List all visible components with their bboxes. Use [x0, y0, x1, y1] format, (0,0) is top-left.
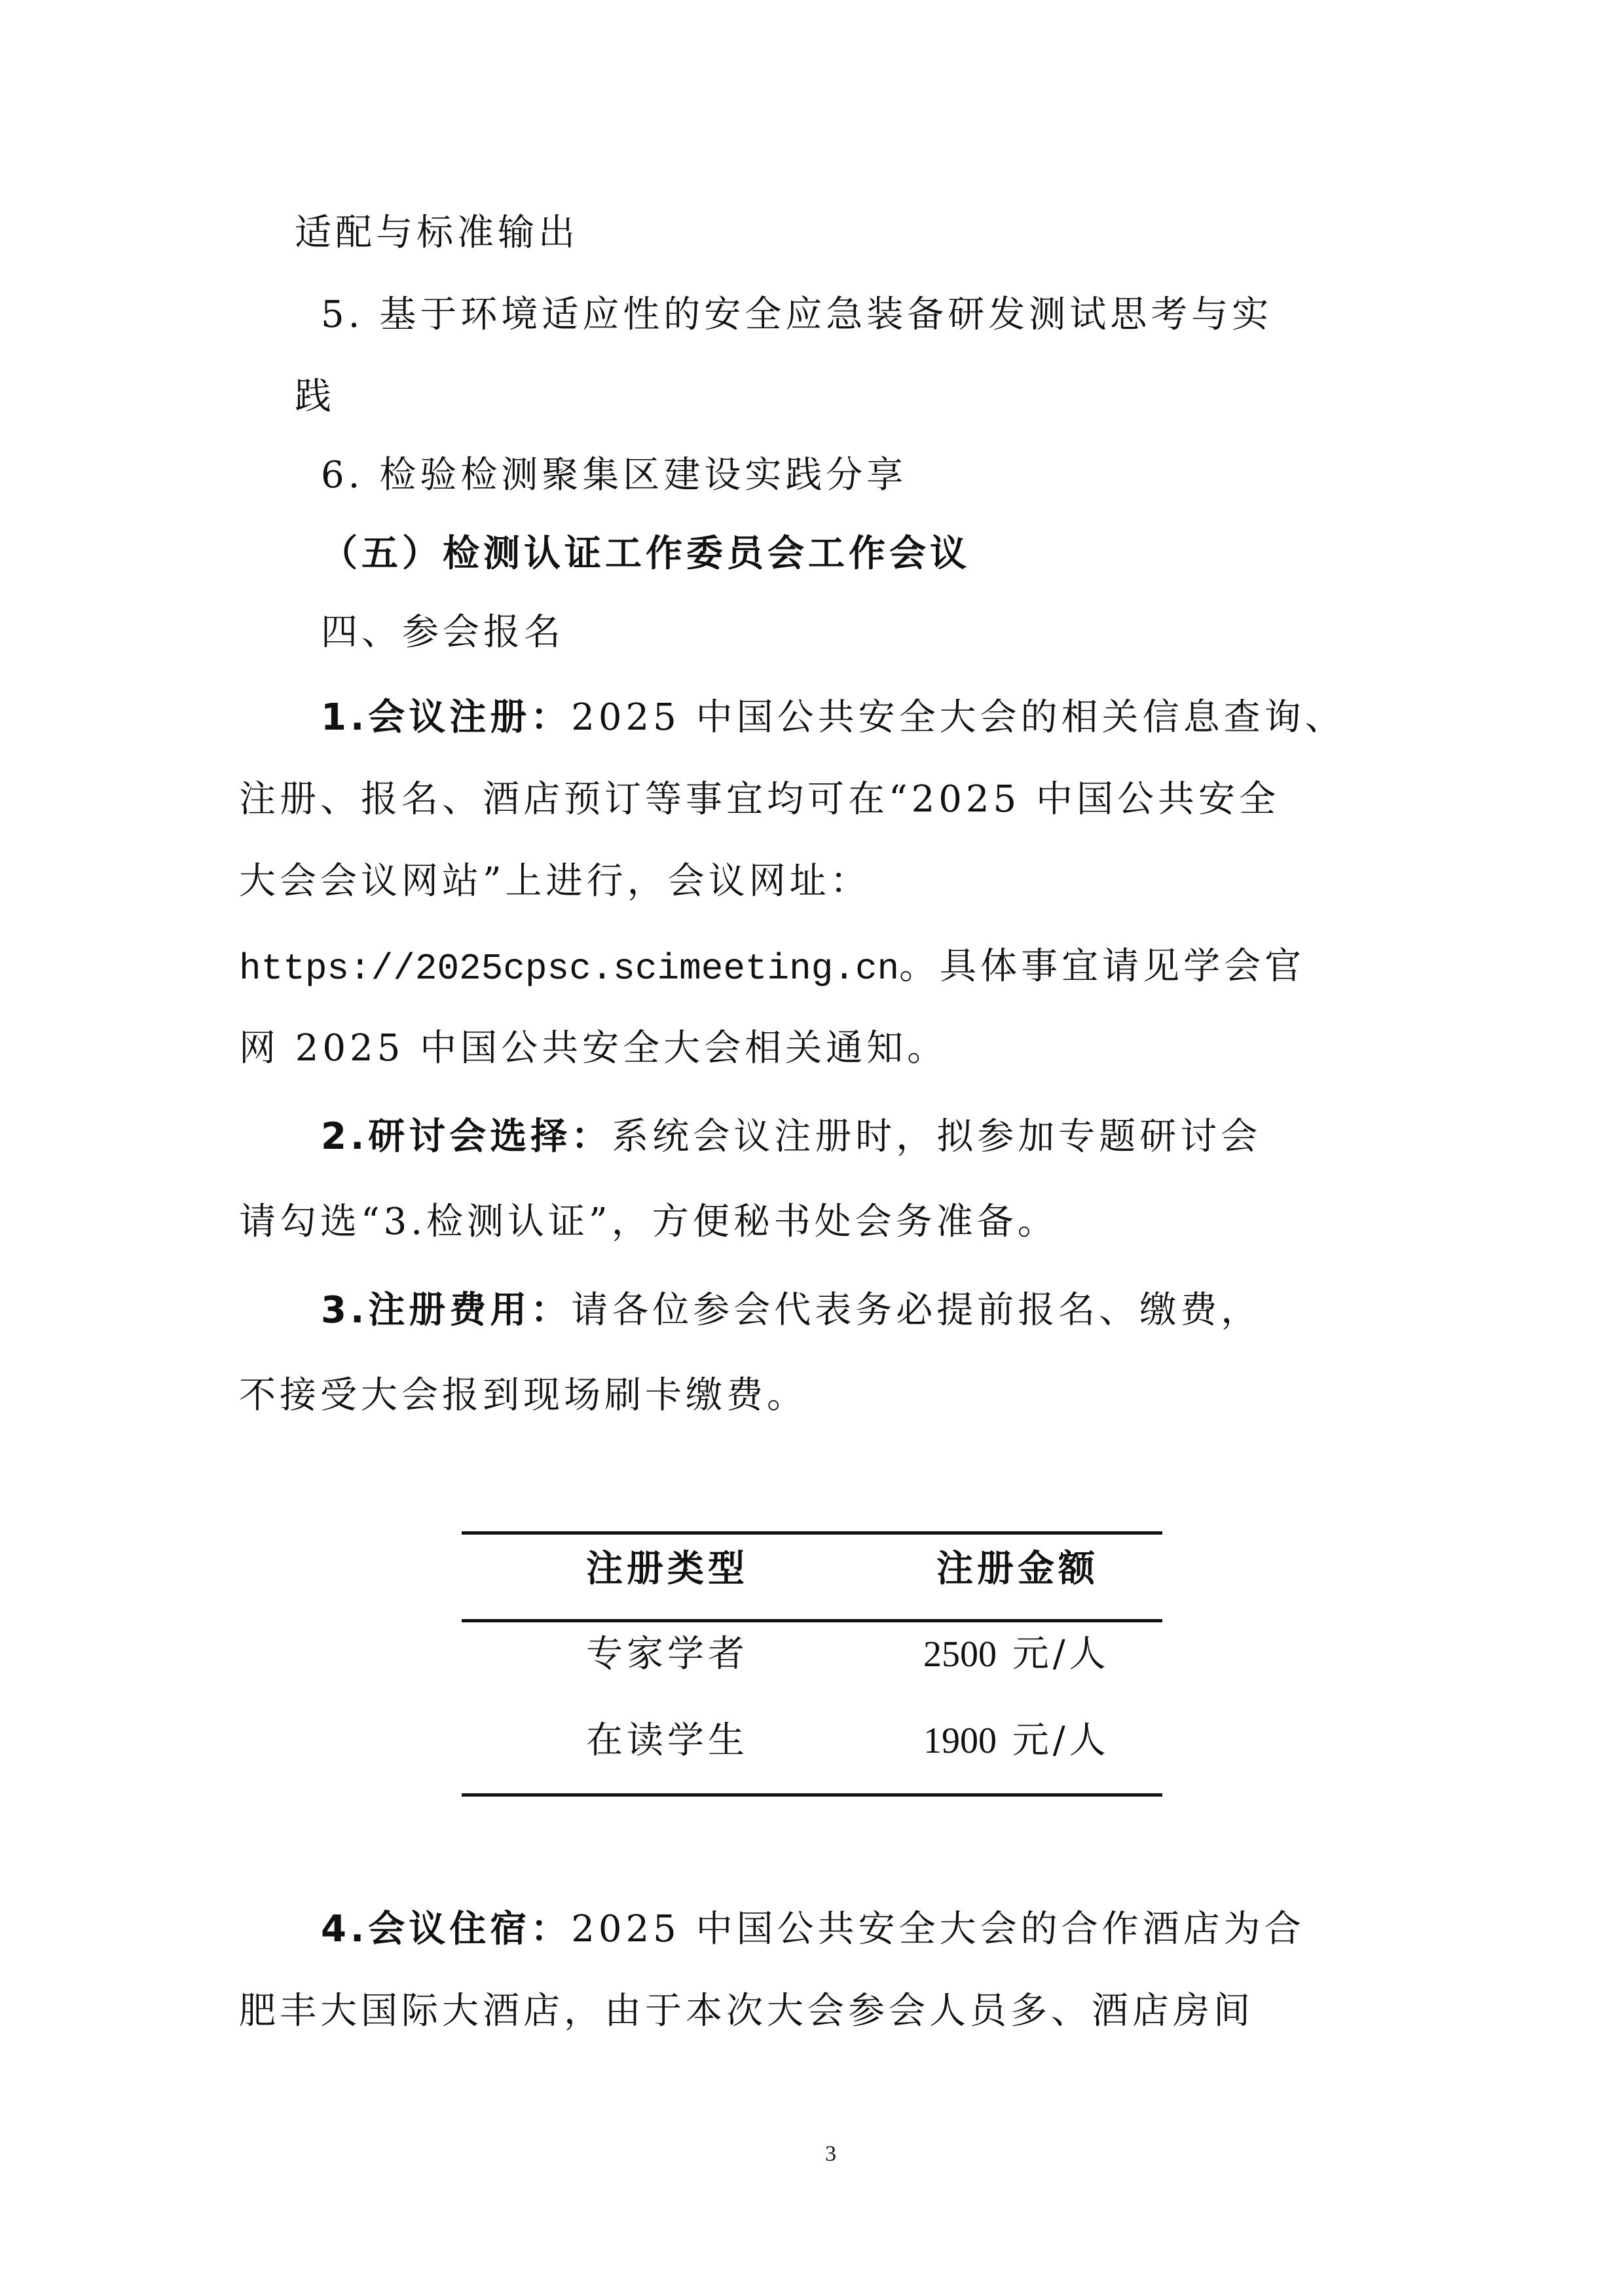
page-number: 3 — [825, 2142, 836, 2166]
para-registration-line4-rest: 。具体事宜请见学会官 — [899, 945, 1306, 988]
table-cell-type: 专家学者 — [586, 1633, 748, 1675]
para-seminar — [321, 1113, 1261, 1161]
para-fee-line2: 不接受大会报到现场刷卡缴费。 — [239, 1374, 807, 1417]
para-registration — [321, 694, 1346, 741]
table-top-rule — [462, 1531, 1162, 1535]
para-registration-line5: 网 2025 中国公共安全大会相关通知。 — [239, 1027, 948, 1070]
para-accommodation-label: 4.会议住宿： — [321, 1908, 572, 1950]
section-heading-5: （五）检测认证工作委员会工作会议 — [321, 532, 970, 575]
table-cell-amount: 1900 元/人 — [923, 1719, 1110, 1762]
section-heading-4: 四、参会报名 — [321, 611, 564, 654]
website-url-link[interactable]: https://2025cpsc.scimeeting.cn — [239, 948, 900, 990]
para-fee — [321, 1287, 1261, 1334]
para-accommodation-line2: 肥丰大国际大酒店，由于本次大会参会人员多、酒店房间 — [239, 1990, 1254, 2032]
para-registration-line2: 注册、报名、酒店预订等事宜均可在“2025 中国公共安全 — [239, 778, 1280, 821]
para-accommodation-text: 2025 中国公共安全大会的合作酒店为合 — [571, 1908, 1305, 1950]
para-accommodation — [321, 1906, 1305, 1953]
table-header-rule — [462, 1619, 1162, 1622]
list-item-5-continuation: 践 — [295, 375, 335, 418]
para-registration-line3: 大会会议网站”上进行，会议网址： — [239, 860, 871, 903]
para-fee-text: 请各位参会代表务必提前报名、缴费， — [571, 1289, 1262, 1332]
list-item-continuation: 适配与标准输出 — [295, 212, 579, 254]
para-seminar-line2: 请勾选“3.检测认证”，方便秘书处会务准备。 — [239, 1201, 1058, 1243]
list-item-6: 6. 检验检测聚集区建设实践分享 — [321, 454, 908, 496]
table-header-amount: 注册金额 — [936, 1548, 1099, 1590]
para-seminar-text: 系统会议注册时，拟参加专题研讨会 — [612, 1115, 1262, 1158]
table-cell-type: 在读学生 — [586, 1719, 748, 1762]
table-cell-amount: 2500 元/人 — [923, 1633, 1110, 1675]
table-bottom-rule — [462, 1793, 1162, 1797]
para-fee-label: 3.注册费用： — [321, 1289, 572, 1332]
para-seminar-label: 2.研讨会选择： — [321, 1115, 612, 1158]
para-registration-label: 1.会议注册： — [321, 696, 572, 739]
para-registration-line4 — [239, 943, 1305, 992]
list-item-5: 5. 基于环境适应性的安全应急装备研发测试思考与实 — [321, 293, 1273, 336]
para-registration-text: 2025 中国公共安全大会的相关信息查询、 — [571, 696, 1346, 739]
table-header-type: 注册类型 — [586, 1548, 748, 1590]
